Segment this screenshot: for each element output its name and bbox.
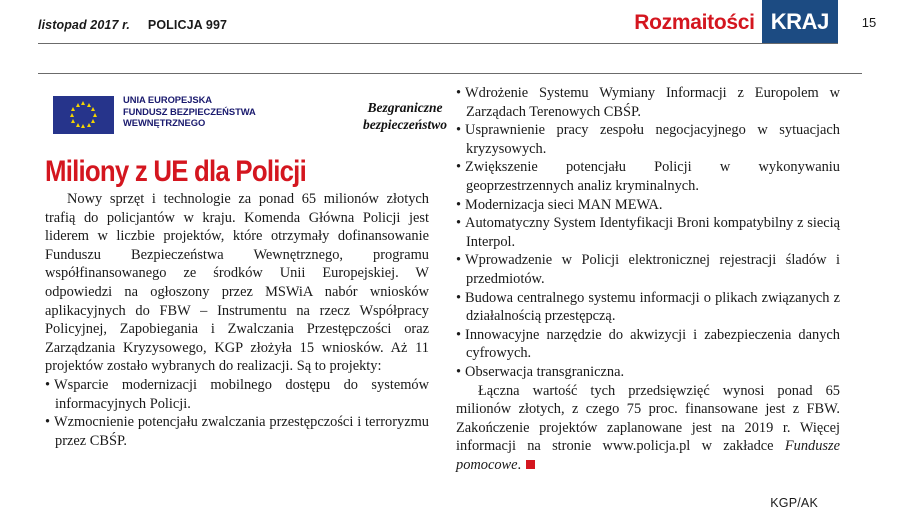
project-list-item: • Wdrożenie Systemu Wymiany Informacji z Europolem w Zarządach Terenowych CBŚP.: [456, 84, 840, 121]
closing-text-part1: Łączna wartość tych przedsięwzięć wynosi ponad 65 milionów złotych, z czego 75 proc. finansowane jest z FBW. Zakończenie projektów zaplanowane jest na 2019 r. Więcej informacji na stronie www.policja.pl w zakładce: [456, 382, 840, 455]
project-list-item: • Automatyczny System Identyfikacji Broni kompatybilny z siecią Interpol.: [456, 214, 840, 251]
issue-date: listopad 2017 r.: [38, 18, 130, 32]
eu-star-icon: [76, 103, 80, 107]
article-lead-paragraph: Nowy sprzęt i technologie za ponad 65 milionów złotych trafią do policjantów w kraju. Komenda Główna Policji jest liderem w liczbie projektów, które otrzymały dofinansowanie Funduszu Bezpieczeństwa Wewnętrznego, programu współfinansowanego ze środków Unii Europejskiej. W odpowiedzi na ogłoszony przez MSWiA nabór wniosków aplikacyjnych do FBW – Instrumentu na rzecz Współpracy Policyjnej, Zapobiegania i Zwalczania Przestępczości oraz Zarządzania Kryzysowego, KGP złożyła 15 wniosków. Aż 11 projektów zostało wybranych do realizacji. Są to projekty:: [45, 191, 429, 375]
eu-star-icon: [81, 124, 85, 128]
project-list-item: • Wprowadzenie w Policji elektronicznej rejestracji śladów i przedmiotów.: [456, 251, 840, 288]
article-column-left: [45, 84, 447, 450]
eu-logo-caption-line3: WEWNĘTRZNEGO: [123, 117, 206, 129]
page-number: 15: [861, 14, 877, 30]
project-list-right: [456, 84, 840, 382]
project-list-item: • Wsparcie modernizacji mobilnego dostępu do systemów informacyjnych Policji.: [45, 376, 429, 413]
campaign-tagline: [345, 100, 465, 133]
eu-flag-icon: [53, 96, 114, 134]
article-closing-paragraph: [456, 382, 840, 475]
project-list-item: • Budowa centralnego systemu informacji o plikach związanych z działalnością przestępczą.: [456, 289, 840, 326]
eu-funding-logo-block: [45, 84, 447, 146]
project-list-item: • Wzmocnienie potencjału zwalczania przestępczości i terroryzmu przez CBŚP.: [45, 413, 429, 450]
magazine-name: POLICJA 997: [147, 18, 228, 32]
end-mark-square-icon: [526, 460, 535, 469]
eu-star-icon: [93, 113, 97, 117]
page-masthead: [0, 0, 900, 44]
eu-logo-caption-line1: UNIA EUROPEJSKA: [123, 94, 213, 105]
campaign-tagline-line1: Bezgraniczne: [367, 100, 443, 115]
eu-star-icon: [76, 123, 80, 127]
masthead-right-group: [634, 0, 900, 44]
project-list-item: • Modernizacja sieci MAN MEWA.: [456, 196, 840, 215]
campaign-tagline-line2: bezpieczeństwo: [363, 116, 447, 132]
article-top-rule: [38, 73, 862, 74]
eu-logo-caption-line2: FUNDUSZ BEZPIECZEŃSTWA: [123, 105, 256, 117]
eu-star-icon: [70, 113, 74, 117]
masthead-divider-rule: [38, 43, 838, 44]
eu-star-icon: [91, 119, 95, 123]
project-list-item: • Zwiększenie potencjału Policji w wykonywaniu geoprzestrzennych analiz kryminalnych.: [456, 158, 840, 195]
project-list-item: • Innowacyjne narzędzie do akwizycji i zabezpieczenia danych cyfrowych.: [456, 326, 840, 363]
country-badge: KRAJ: [762, 0, 838, 44]
eu-star-icon: [71, 119, 75, 123]
eu-star-icon: [81, 101, 85, 105]
project-list-item: • Usprawnienie pracy zespołu negocjacyjnego w sytuacjach kryzysowych.: [456, 121, 840, 158]
eu-star-icon: [71, 107, 75, 111]
eu-star-icon: [87, 123, 91, 127]
closing-text-emphasis: Fundusze pomocowe: [456, 438, 840, 473]
section-label: Rozmaitości: [634, 11, 755, 34]
article-column-right: [456, 84, 840, 510]
masthead-left-group: [38, 18, 227, 32]
article-byline: KGP/AK: [770, 496, 818, 510]
project-list-item: • Obserwacja transgraniczna.: [456, 363, 840, 382]
article-headline: Miliony z UE dla Policji: [45, 155, 306, 188]
closing-text-part2: .: [517, 456, 522, 473]
eu-star-icon: [91, 107, 95, 111]
project-list-left: [45, 376, 429, 450]
eu-logo-caption: [123, 94, 256, 129]
